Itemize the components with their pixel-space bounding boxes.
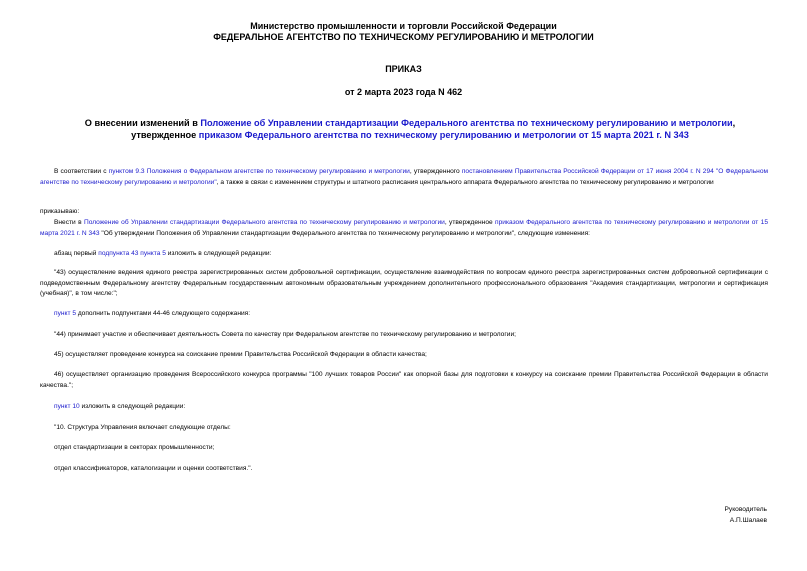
- paragraph-clause-10: [40, 402, 768, 413]
- ministry-name: Министерство промышленности и торговли Российской Федерации: [250, 21, 557, 31]
- paragraph-structure: "10. Структура Управления включает следующие отделы:: [54, 424, 231, 431]
- p10-text-1: изложить в следующей редакции:: [79, 403, 186, 410]
- p3-text-3: "Об утверждении Положения об Управлении стандартизации Федерального агентства по техническому регулированию и метрологии", следующие изменения:: [99, 229, 591, 237]
- agency-name: ФЕДЕРАЛЬНОЕ АГЕНТСТВО ПО ТЕХНИЧЕСКОМУ РЕГУЛИРОВАНИЮ И МЕТРОЛОГИИ: [213, 32, 594, 42]
- p4-link-subclause[interactable]: подпункта 43 пункта 5: [98, 250, 166, 257]
- paragraph-subclause-43: [40, 249, 768, 260]
- paragraph-amend: [40, 218, 768, 239]
- title-middle: , утвержденное: [131, 118, 736, 140]
- paragraph-46: 46) осуществляет организацию проведения Всероссийского конкурса программы "100 лучших товаров России" как опорной базы для подготовки к конкурсу на соискание премии Правительства Российской Федерации в области качества.";: [40, 371, 768, 389]
- p1-link-clause[interactable]: пунктом 9.3 Положения о Федеральном агентстве по техническому регулированию и метрологии: [108, 168, 410, 175]
- p4-text-2: изложить в следующей редакции:: [165, 250, 272, 257]
- paragraph-45: 45) осуществляет проведение конкурса на соискание премии Правительства Российской Федерации в области качества;: [54, 351, 427, 358]
- paragraph-basis: [40, 167, 768, 188]
- p3-text-2: , утвержденное: [444, 219, 496, 226]
- p10-link-clause[interactable]: пункт 10: [54, 403, 80, 410]
- doc-type: ПРИКАЗ: [385, 64, 422, 74]
- p4-text-1: абзац первый: [54, 250, 99, 257]
- p1-text-1: В соответствии с: [54, 168, 109, 175]
- p3-link-regulation[interactable]: Положение об Управлении стандартизации Федерального агентства по техническому регулированию и метрологии: [83, 219, 445, 226]
- signature-role: Руководитель: [724, 506, 767, 513]
- p1-link-resolution[interactable]: постановлением Правительства Российской Федерации от 17 июня 2004 г. N 294 "О Федеральном агентстве по техническому регулированию и метрологии": [40, 168, 769, 186]
- paragraph-dept-classifiers: отдел классификаторов, каталогизации и оценки соответствия.".: [54, 465, 253, 472]
- title-link-order[interactable]: приказом Федерального агентства по техническому регулированию и метрологии от 15 марта 2021 г. N 343: [198, 130, 689, 140]
- p1-text-2: , утвержденного: [409, 168, 462, 175]
- paragraph-dept-standardization: отдел стандартизации в секторах промышленности;: [54, 444, 215, 451]
- signature-name: А.П.Шалаев: [729, 517, 767, 524]
- title-link-regulation[interactable]: Положение об Управлении стандартизации Федерального агентства по техническому регулированию и метрологии: [200, 118, 733, 128]
- paragraph-43-text: "43) осуществление ведения единого реестра зарегистрированных систем добровольной сертификации, осуществление взаимодействия по вопросам единого реестра зарегистрированных систем добровольной сертификации с подведомственным Федеральному агентству Федеральным государственным автономным образовательным учреждением дополнительного профессионального образования "Академия стандартизации, метрологии и сертификация (учебная)", в том числе:";: [40, 269, 768, 297]
- doc-date-number: от 2 марта 2023 года N 462: [344, 87, 463, 97]
- p3-text-1: Внести в: [54, 219, 84, 226]
- p3-link-order[interactable]: приказом Федерального агентства по техническому регулированию и метрологии от 15 марта 2021 г. N 343: [40, 219, 769, 237]
- paragraph-44: "44) принимает участие и обеспечивает деятельность Совета по качеству при Федеральном агентстве по техническому регулированию и метрологии;: [54, 331, 516, 338]
- p1-text-3: , а также в связи с изменением структуры и штатного расписания центрального аппарата Федерального агентства по техническому регулированию и метрологии: [216, 178, 714, 186]
- p6-link-clause[interactable]: пункт 5: [54, 310, 76, 317]
- paragraph-clause-5: [40, 309, 768, 320]
- title-prefix: О внесении изменений в: [84, 118, 201, 128]
- page-title: [60, 117, 760, 141]
- paragraph-order-word: приказываю:: [40, 208, 80, 215]
- p6-text-1: дополнить подпунктами 44-46 следующего содержания:: [76, 310, 251, 317]
